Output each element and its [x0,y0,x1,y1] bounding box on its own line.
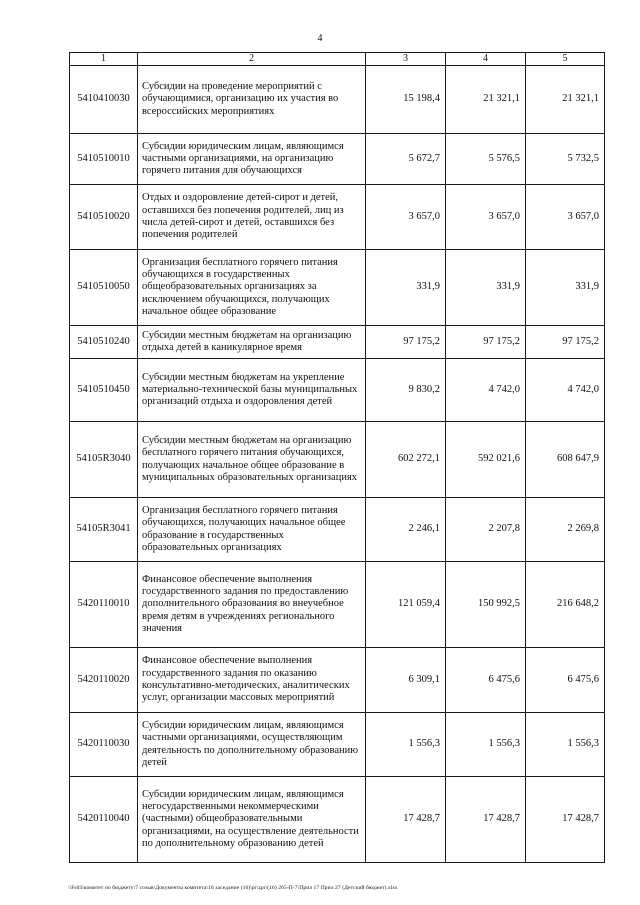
row-name: Организация бесплатного горячего питания обучающихся в государственных общеобразовательных организациях за исключением обучающихся, получающих начальное общее образование [138,250,366,326]
row-value-col4: 592 021,6 [446,422,526,498]
row-value-col3: 17 428,7 [366,777,446,863]
row-value-col3: 5 672,7 [366,134,446,185]
row-value-col5: 331,9 [526,250,605,326]
column-number-2: 2 [138,53,366,66]
row-value-col5: 97 175,2 [526,326,605,359]
row-value-col5: 6 475,6 [526,648,605,713]
page-number: 4 [317,33,323,44]
row-code: 5420110030 [70,713,138,777]
row-value-col3: 15 198,4 [366,66,446,134]
row-value-col3: 1 556,3 [366,713,446,777]
table-row [70,359,605,422]
column-number-3: 3 [366,53,446,66]
row-name: Субсидии юридическим лицам, являющимся частными организациями, на организацию горячего питания для обучающихся [138,134,366,185]
row-code: 5420110040 [70,777,138,863]
row-value-col4: 97 175,2 [446,326,526,359]
row-value-col5: 216 648,2 [526,562,605,648]
table-row [70,66,605,134]
row-value-col4: 2 207,8 [446,498,526,562]
row-value-col4: 3 657,0 [446,185,526,250]
file-path-footer: \\Fs03\комитет по бюджету\7 созыв\Документы комитета\16 заседание (16)\pr\zpr\(16) 265-П-7\Прил 17 Прил 27 (Детский бюджет).xlsx [68,885,398,891]
row-name: Финансовое обеспечение выполнения государственного задания по оказанию консультативно-методических, аналитических услуг, организации массовых мероприятий [138,648,366,713]
row-name: Субсидии на проведение мероприятий с обучающимися, организацию их участия во всероссийских мероприятиях [138,66,366,134]
row-value-col4: 1 556,3 [446,713,526,777]
row-value-col4: 6 475,6 [446,648,526,713]
table-row [70,713,605,777]
row-value-col3: 97 175,2 [366,326,446,359]
table-row [70,326,605,359]
row-value-col4: 331,9 [446,250,526,326]
row-code: 5410510240 [70,326,138,359]
row-value-col3: 3 657,0 [366,185,446,250]
row-value-col5: 21 321,1 [526,66,605,134]
table-row [70,422,605,498]
row-name: Субсидии местным бюджетам на организацию бесплатного горячего питания обучающихся, получающих начальное общее образование в муниципальных образовательных организациях [138,422,366,498]
row-value-col4: 5 576,5 [446,134,526,185]
table-row [70,498,605,562]
row-name: Субсидии юридическим лицам, являющимся негосударственными некоммерческими (частными) общеобразовательными организациями, на осуществление деятельности по дополнительному образованию детей [138,777,366,863]
row-code: 5410510450 [70,359,138,422]
table-row [70,134,605,185]
row-code: 5410410030 [70,66,138,134]
row-code: 5410510020 [70,185,138,250]
row-value-col5: 17 428,7 [526,777,605,863]
row-value-col4: 21 321,1 [446,66,526,134]
row-value-col3: 331,9 [366,250,446,326]
row-value-col3: 6 309,1 [366,648,446,713]
table-header-row [70,53,605,66]
row-name: Субсидии местным бюджетам на организацию отдыха детей в каникулярное время [138,326,366,359]
row-value-col4: 4 742,0 [446,359,526,422]
column-number-4: 4 [446,53,526,66]
column-number-1: 1 [70,53,138,66]
table-row [70,185,605,250]
row-name: Финансовое обеспечение выполнения государственного задания по предоставлению дополнительного образования во внеучебное время детям в учреждениях регионального значения [138,562,366,648]
column-number-5: 5 [526,53,605,66]
row-value-col3: 602 272,1 [366,422,446,498]
budget-table [69,52,605,863]
row-name: Субсидии местным бюджетам на укрепление материально-технической базы муниципальных организаций отдыха и оздоровления детей [138,359,366,422]
row-code: 54105R3041 [70,498,138,562]
row-value-col3: 2 246,1 [366,498,446,562]
row-value-col5: 2 269,8 [526,498,605,562]
row-value-col5: 608 647,9 [526,422,605,498]
row-value-col4: 150 992,5 [446,562,526,648]
row-code: 5420110010 [70,562,138,648]
row-name: Отдых и оздоровление детей-сирот и детей, оставшихся без попечения родителей, лиц из числа детей-сирот и детей, оставшихся без попечения родителей [138,185,366,250]
row-name: Организация бесплатного горячего питания обучающихся, получающих начальное общее образование в государственных образовательных организациях [138,498,366,562]
row-value-col5: 5 732,5 [526,134,605,185]
row-value-col5: 3 657,0 [526,185,605,250]
row-code: 5410510010 [70,134,138,185]
row-value-col3: 9 830,2 [366,359,446,422]
row-value-col3: 121 059,4 [366,562,446,648]
table-row [70,648,605,713]
row-value-col5: 1 556,3 [526,713,605,777]
row-code: 54105R3040 [70,422,138,498]
row-value-col4: 17 428,7 [446,777,526,863]
row-value-col5: 4 742,0 [526,359,605,422]
row-code: 5420110020 [70,648,138,713]
row-name: Субсидии юридическим лицам, являющимся частными организациями, осуществляющим деятельность по дополнительному образованию детей [138,713,366,777]
table-row [70,250,605,326]
table-row [70,777,605,863]
table-row [70,562,605,648]
row-code: 5410510050 [70,250,138,326]
